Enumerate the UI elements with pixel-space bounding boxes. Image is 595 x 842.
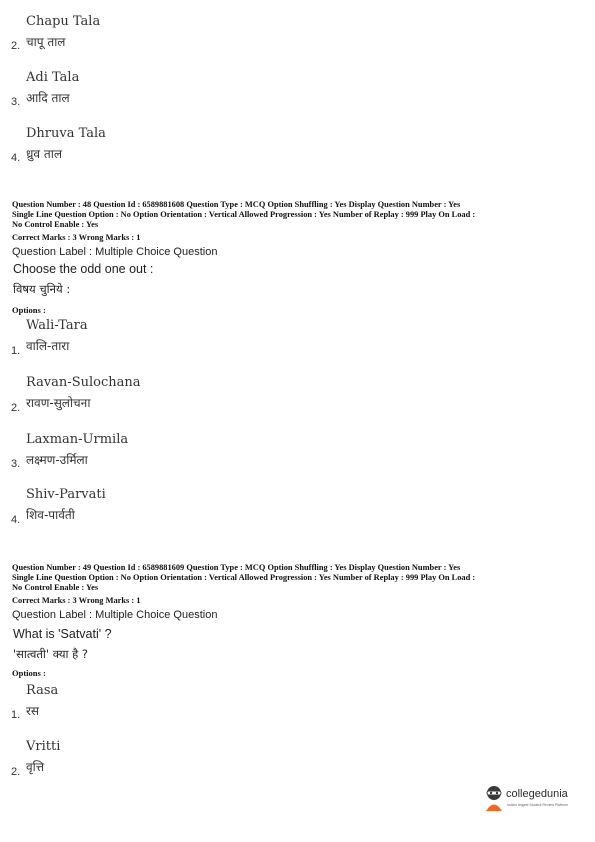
q49-options-label: Options :: [12, 668, 46, 678]
q47-option-2-hindi: चापू ताल: [26, 35, 66, 49]
q48-option-2-number: 2.: [11, 402, 21, 414]
q48-meta-line-2: Single Line Question Option : No Option Orientation : Vertical Allowed Progression : Yes Number of Replay : 999 Play On Load :: [12, 210, 476, 219]
logo-tagline: India's largest Student Review Platform: [507, 803, 568, 807]
q47-option-2-english: Chapu Tala: [26, 14, 101, 29]
q49-option-1-number: 1.: [11, 709, 21, 721]
logo-wordmark: collegedunia: [506, 788, 568, 800]
q48-options-label: Options :: [12, 305, 46, 315]
q48-option-1-number: 1.: [11, 345, 21, 357]
q48-option-3-english: Laxman-Urmila: [26, 432, 129, 447]
q48-option-1-hindi: वालि-तारा: [26, 339, 70, 353]
q47-option-4-number: 4.: [11, 152, 21, 164]
q47-option-4-english: Dhruva Tala: [26, 126, 106, 141]
q48-option-2-english: Ravan-Sulochana: [26, 375, 141, 390]
q47-option-4-hindi: ध्रुव ताल: [26, 147, 62, 161]
collegedunia-logo: [483, 784, 579, 814]
q48-option-4-english: Shiv-Parvati: [26, 487, 106, 502]
q48-question-text-hindi: विषय चुनिये :: [13, 282, 71, 296]
q48-option-2-hindi: रावण-सुलोचना: [26, 396, 91, 410]
q47-option-3-hindi: आदि ताल: [26, 91, 70, 105]
q49-option-1-hindi: रस: [26, 704, 40, 718]
q48-option-3-hindi: लक्ष्मण-उर्मिला: [26, 453, 88, 467]
q48-option-4-hindi: शिव-पार्वती: [26, 508, 75, 522]
q49-option-2-number: 2.: [11, 766, 21, 778]
q49-option-1-english: Rasa: [26, 683, 59, 698]
q48-option-4-number: 4.: [11, 514, 21, 526]
q49-meta-line-3: No Control Enable : Yes: [12, 583, 99, 592]
q49-question-label: Question Label : Multiple Choice Question: [12, 609, 218, 621]
q48-option-1-english: Wali-Tara: [26, 318, 88, 333]
q48-meta-line-1: Question Number : 48 Question Id : 6589881608 Question Type : MCQ Option Shuffling : Yes Display Question Number : Yes: [12, 200, 461, 209]
q49-question-text: What is 'Satvati' ?: [13, 627, 112, 641]
q48-question-label: Question Label : Multiple Choice Question: [12, 246, 218, 258]
q48-question-text: Choose the odd one out :: [13, 262, 154, 276]
q47-option-3-number: 3.: [11, 96, 21, 108]
q48-option-3-number: 3.: [11, 458, 21, 470]
q49-meta-line-1: Question Number : 49 Question Id : 6589881609 Question Type : MCQ Option Shuffling : Yes Display Question Number : Yes: [12, 563, 461, 572]
q47-option-3-english: Adi Tala: [26, 70, 80, 85]
q49-option-2-english: Vritti: [26, 739, 61, 754]
mascot-icon: [483, 784, 505, 812]
q49-question-text-hindi: 'सात्वती' क्या है ?: [13, 647, 89, 661]
q49-meta-line-2: Single Line Question Option : No Option Orientation : Vertical Allowed Progression : Yes Number of Replay : 999 Play On Load :: [12, 573, 476, 582]
q49-marks: Correct Marks : 3 Wrong Marks : 1: [12, 596, 141, 605]
q48-meta-line-3: No Control Enable : Yes: [12, 220, 99, 229]
q47-option-2-number: 2.: [11, 40, 21, 52]
q48-marks: Correct Marks : 3 Wrong Marks : 1: [12, 233, 141, 242]
q49-option-2-hindi: वृत्ति: [26, 760, 45, 774]
